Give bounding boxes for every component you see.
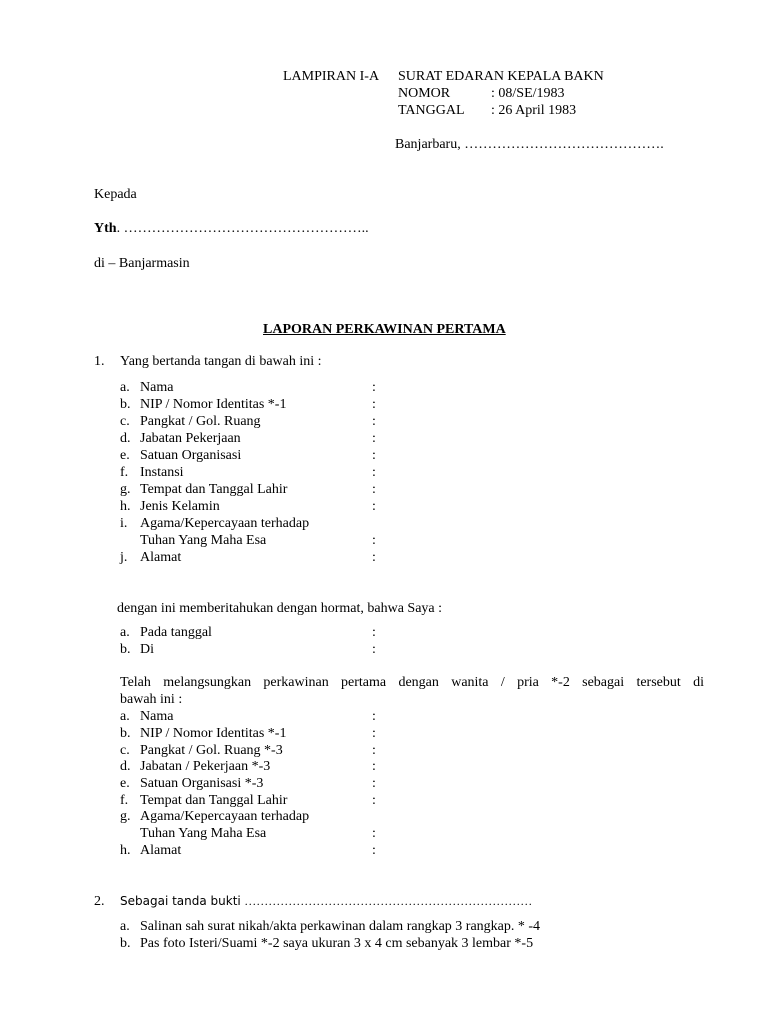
colon: : xyxy=(372,380,376,395)
item-letter: b. xyxy=(120,642,131,657)
item-letter: f. xyxy=(120,793,129,808)
section2-dots: ……………………………………………………………… xyxy=(244,894,533,908)
section1-number: 1. xyxy=(94,354,105,369)
colon: : xyxy=(372,743,376,758)
item-letter: i. xyxy=(120,516,128,531)
colon: : xyxy=(372,431,376,446)
item-label: Pangkat / Gol. Ruang *-3 xyxy=(140,743,283,758)
tanggal-label: TANGGAL xyxy=(398,103,465,118)
di-line: di – Banjarmasin xyxy=(94,256,190,271)
colon: : xyxy=(372,843,376,858)
section2-number: 2. xyxy=(94,894,105,909)
yth-line xyxy=(94,220,369,237)
section2-intro: Sebagai tanda bukti xyxy=(120,894,241,908)
item-label: Agama/Kepercayaan terhadap xyxy=(140,516,310,531)
notice-line: dengan ini memberitahukan dengan hormat, bahwa Saya : xyxy=(117,601,443,616)
item-letter: h. xyxy=(120,499,131,514)
item-text: Salinan sah surat nikah/akta perkawinan dalam rangkap 3 rangkap. * -4 xyxy=(140,919,541,934)
item-letter: a. xyxy=(120,625,130,640)
item-label: Instansi xyxy=(140,465,184,480)
marriage-statement-line2: bawah ini : xyxy=(120,692,183,707)
item-label: NIP / Nomor Identitas *-1 xyxy=(140,397,287,412)
item-letter: g. xyxy=(120,809,131,824)
colon: : xyxy=(372,625,376,640)
item-letter: b. xyxy=(120,397,131,412)
item-letter: h. xyxy=(120,843,131,858)
item-letter: b. xyxy=(120,936,131,951)
item-label: Di xyxy=(140,642,154,657)
tanggal-value: : 26 April 1983 xyxy=(491,103,577,118)
item-label: Agama/Kepercayaan terhadap xyxy=(140,809,310,824)
colon: : xyxy=(372,793,376,808)
item-label: Satuan Organisasi xyxy=(140,448,242,463)
item-text: Pas foto Isteri/Suami *-2 saya ukuran 3 x 4 cm sebanyak 3 lembar *-5 xyxy=(140,936,534,951)
item-letter: b. xyxy=(120,726,131,741)
item-label: NIP / Nomor Identitas *-1 xyxy=(140,726,287,741)
item-label: Jabatan / Pekerjaan *-3 xyxy=(140,759,271,774)
colon: : xyxy=(372,709,376,724)
item-label: Jenis Kelamin xyxy=(140,499,220,514)
yth-dots: . …………………………………………….. xyxy=(116,221,369,236)
marriage-statement-line1: Telah melangsungkan perkawinan pertama dengan wanita / pria *-2 sebagai tersebut di xyxy=(120,675,704,690)
item-letter: f. xyxy=(120,465,129,480)
item-label: Nama xyxy=(140,709,174,724)
item-label: Alamat xyxy=(140,843,182,858)
item-label: Satuan Organisasi *-3 xyxy=(140,776,264,791)
item-letter: j. xyxy=(120,550,128,565)
item-letter: a. xyxy=(120,709,130,724)
item-letter: e. xyxy=(120,776,130,791)
item-label: Pada tanggal xyxy=(140,625,212,640)
colon: : xyxy=(372,642,376,657)
item-label: Nama xyxy=(140,380,174,395)
colon: : xyxy=(372,550,376,565)
kepada-label: Kepada xyxy=(94,187,137,202)
surat-edaran-title: SURAT EDARAN KEPALA BAKN xyxy=(398,69,604,84)
place-date: Banjarbaru, ……………………………………. xyxy=(395,137,664,152)
item-letter: a. xyxy=(120,380,130,395)
colon: : xyxy=(372,776,376,791)
item-letter: d. xyxy=(120,759,131,774)
item-label: Tempat dan Tanggal Lahir xyxy=(140,793,288,808)
colon: : xyxy=(372,448,376,463)
item-label: Alamat xyxy=(140,550,182,565)
colon: : xyxy=(372,759,376,774)
section2-intro-line xyxy=(120,893,532,910)
item-letter: d. xyxy=(120,431,131,446)
item-label: Pangkat / Gol. Ruang xyxy=(140,414,261,429)
document-title: LAPORAN PERKAWINAN PERTAMA xyxy=(263,322,506,337)
nomor-label: NOMOR xyxy=(398,86,451,101)
item-letter: e. xyxy=(120,448,130,463)
item-letter: a. xyxy=(120,919,130,934)
colon: : xyxy=(372,499,376,514)
colon: : xyxy=(372,414,376,429)
item-label: Tempat dan Tanggal Lahir xyxy=(140,482,288,497)
colon: : xyxy=(372,397,376,412)
colon: : xyxy=(372,482,376,497)
yth-label: Yth xyxy=(94,221,117,236)
nomor-value: : 08/SE/1983 xyxy=(491,86,565,101)
item-letter: g. xyxy=(120,482,131,497)
section1-intro: Yang bertanda tangan di bawah ini : xyxy=(120,354,322,369)
lampiran-label: LAMPIRAN I-A xyxy=(283,69,380,84)
colon: : xyxy=(372,726,376,741)
item-label: Jabatan Pekerjaan xyxy=(140,431,241,446)
item-label-continued: Tuhan Yang Maha Esa xyxy=(140,533,267,548)
item-letter: c. xyxy=(120,414,130,429)
colon: : xyxy=(372,465,376,480)
colon: : xyxy=(372,533,376,548)
item-letter: c. xyxy=(120,743,130,758)
colon: : xyxy=(372,826,376,841)
item-label-continued: Tuhan Yang Maha Esa xyxy=(140,826,267,841)
